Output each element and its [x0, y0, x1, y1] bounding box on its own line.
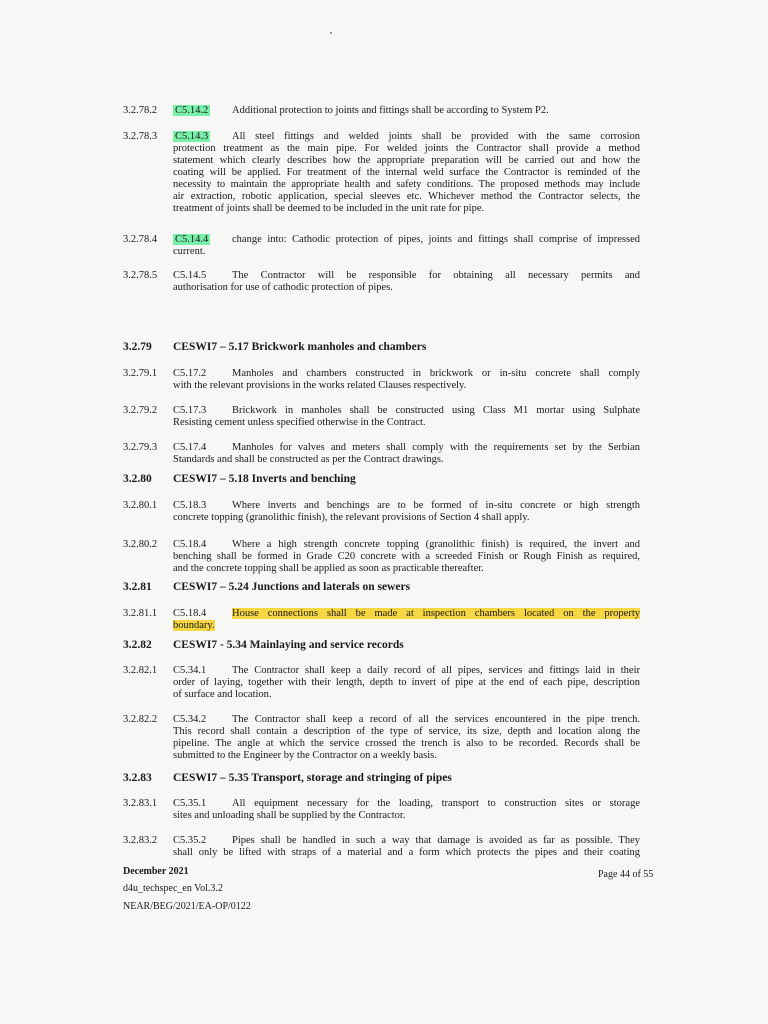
clause-text-line — [173, 131, 640, 143]
clause-text: Where a high strength concrete topping (granolithic finish) is required, the invert and — [232, 539, 640, 550]
clause-text: Additional protection to joints and fittings shall be according to System P2. — [232, 105, 549, 116]
clause-code: C5.14.3 — [175, 131, 209, 142]
clause-code: C5.14.4 — [175, 234, 209, 245]
clause-text-line — [173, 203, 640, 215]
clause-number: 3.2.81.1 — [123, 608, 158, 619]
clause-number: 3.2.78.5 — [123, 270, 158, 281]
clause-text-line — [173, 563, 640, 575]
clause-code: C5.17.2 — [173, 368, 207, 379]
highlighted-text: House connections shall be made at inspection chambers located on the property — [232, 608, 640, 619]
clause-text: Brickwork in manholes shall be constructed using Class M1 mortar using Sulphate — [232, 405, 640, 416]
section-number: 3.2.83 — [123, 772, 152, 784]
clause-text-line — [173, 155, 640, 167]
clause-text: Where inverts and benchings are to be formed of in-situ concrete or high strength — [232, 500, 640, 511]
clause-code: C5.34.2 — [173, 714, 207, 725]
clause-number: 3.2.79.3 — [123, 442, 158, 453]
clause-text-line — [173, 380, 640, 392]
clause-text-line — [173, 738, 640, 750]
clause-text: statement which clearly describes how the appropriate preparation will be carried out and how the — [173, 155, 640, 166]
clause-text: shall only be lifted with straps of a material and a form which protects the pipes and their coating — [173, 847, 640, 858]
clause-code: C5.17.4 — [173, 442, 207, 453]
clause-text-line — [173, 539, 640, 551]
section-number: 3.2.80 — [123, 473, 152, 485]
clause-number: 3.2.82.1 — [123, 665, 158, 676]
clause-text-line — [173, 798, 640, 810]
clause-number: 3.2.78.4 — [123, 234, 158, 245]
section-title: CESWI7 - 5.34 Mainlaying and service records — [173, 639, 404, 651]
section-number: 3.2.82 — [123, 639, 152, 651]
clause-text-line — [173, 405, 640, 417]
clause-code: C5.14.5 — [173, 270, 207, 281]
clause-text: Standards and shall be constructed as per the Contract drawings. — [173, 454, 444, 465]
footer-document-reference: d4u_techspec_en Vol.3.2 — [123, 883, 223, 894]
clause-number: 3.2.79.1 — [123, 368, 158, 379]
clause-text: The Contractor will be responsible for obtaining all necessary permits and — [232, 270, 640, 281]
clause-text-line — [173, 246, 640, 258]
clause-code: C5.18.3 — [173, 500, 207, 511]
clause-text: authorisation for use of cathodic protection of pipes. — [173, 282, 393, 293]
clause-text: air extraction, robotic application, special sleeves etc. Whichever method the Contractor selects, the — [173, 191, 640, 202]
section-number: 3.2.81 — [123, 581, 152, 593]
clause-code: C5.14.2 — [175, 105, 209, 116]
clause-number: 3.2.80.2 — [123, 539, 158, 550]
section-title: CESWI7 – 5.24 Junctions and laterals on sewers — [173, 581, 411, 593]
clause-text: submitted to the Engineer by the Contractor on a weekly basis. — [173, 750, 437, 761]
clause-code: C5.34.1 — [173, 665, 207, 676]
clause-text: necessity to maintain the appropriate health and safety conditions. The proposed methods may include — [173, 179, 640, 190]
clause-text-line — [173, 500, 640, 512]
clause-text: All steel fittings and welded joints shall be provided with the same corrosion — [232, 131, 640, 142]
clause-text: All equipment necessary for the loading, transport to construction sites or storage — [232, 798, 640, 809]
clause-text-line — [173, 442, 640, 454]
clause-text-line — [173, 551, 640, 563]
clause-number: 3.2.78.3 — [123, 131, 158, 142]
section-title: CESWI7 – 5.17 Brickwork manholes and chambers — [173, 341, 427, 353]
clause-text: sites and unloading shall be supplied by the Contractor. — [173, 810, 406, 821]
clause-text-line — [173, 726, 640, 738]
clause-text: Pipes shall be handled in such a way that damage is avoided as far as possible. They — [232, 835, 640, 846]
clause-code: C5.18.4 — [173, 539, 207, 550]
clause-code: C5.17.3 — [173, 405, 207, 416]
clause-text: This record shall contain a description of the type of service, its size, depth and location along the — [173, 726, 640, 737]
clause-code: C5.35.2 — [173, 835, 207, 846]
clause-text-line — [173, 179, 640, 191]
clause-text: benching shall be formed in Grade C20 concrete with a screeded Finish or Rough Finish as required, — [173, 551, 640, 562]
clause-text-line — [173, 810, 640, 822]
clause-text-line — [173, 512, 640, 524]
clause-text: Manholes and chambers constructed in brickwork or in-situ concrete shall comply — [232, 368, 640, 379]
clause-text: The Contractor shall keep a daily record of all pipes, services and fittings laid in their — [232, 665, 640, 676]
clause-text: change into: Cathodic protection of pipes, joints and fittings shall comprise of impressed — [232, 234, 640, 245]
section-number: 3.2.79 — [123, 341, 152, 353]
clause-text: pipeline. The angle at which the service crossed the trench is also to be recorded. Records shall be — [173, 738, 640, 749]
clause-number: 3.2.83.2 — [123, 835, 158, 846]
clause-code: C5.18.4 — [173, 608, 207, 619]
clause-text-line — [173, 689, 640, 701]
clause-text-line — [173, 608, 640, 620]
clause-text-line — [173, 167, 640, 179]
clause-text: protection treatment as the main pipe. For welded joints the Contractor shall provide a method — [173, 143, 640, 154]
clause-number: 3.2.80.1 — [123, 500, 158, 511]
footer-date: December 2021 — [123, 866, 189, 877]
footer-project-reference: NEAR/BEG/2021/EA-OP/0122 — [123, 901, 251, 912]
clause-text: Resisting cement unless specified otherwise in the Contract. — [173, 417, 426, 428]
clause-number: 3.2.83.1 — [123, 798, 158, 809]
clause-number: 3.2.82.2 — [123, 714, 158, 725]
section-title: CESWI7 – 5.18 Inverts and benching — [173, 473, 356, 485]
clause-text-line — [173, 454, 640, 466]
clause-text: concrete topping (granolithic finish), the relevant provisions of Section 4 shall apply. — [173, 512, 530, 523]
clause-text-line — [173, 234, 640, 246]
clause-code: C5.35.1 — [173, 798, 207, 809]
clause-text-line — [173, 105, 640, 117]
clause-text: The Contractor shall keep a record of all the services encountered in the pipe trench. — [232, 714, 640, 725]
clause-text: current. — [173, 246, 206, 257]
clause-text: Manholes for valves and meters shall comply with the requirements set by the Serbian — [232, 442, 640, 453]
clause-text: of surface and location. — [173, 689, 272, 700]
clause-text-line — [173, 750, 640, 762]
clause-text-line — [173, 417, 640, 429]
clause-text-line — [173, 714, 640, 726]
clause-text-line — [173, 368, 640, 380]
clause-text-line — [173, 677, 640, 689]
clause-text-line — [173, 620, 640, 632]
clause-text: order of laying, together with their length, depth to invert of pipe at the end of each pipe, description — [173, 677, 640, 688]
section-title: CESWI7 – 5.35 Transport, storage and stringing of pipes — [173, 772, 452, 784]
clause-text-line — [173, 847, 640, 859]
clause-text-line — [173, 835, 640, 847]
clause-text-line — [173, 282, 640, 294]
clause-number: 3.2.78.2 — [123, 105, 158, 116]
clause-text: coating will be applied. For treatment of the internal weld surface the Contractor is reminded of the — [173, 167, 640, 178]
footer-page-number: Page 44 of 55 — [598, 869, 654, 880]
clause-number: 3.2.79.2 — [123, 405, 158, 416]
clause-text-line — [173, 191, 640, 203]
clause-text-line — [173, 665, 640, 677]
clause-text: treatment of joints shall be deemed to be included in the unit rate for pipe. — [173, 203, 485, 214]
clause-text: and the concrete topping shall be applied as soon as practicable thereafter. — [173, 563, 484, 574]
scan-speck — [330, 32, 332, 34]
clause-text-line — [173, 143, 640, 155]
clause-text: with the relevant provisions in the works related Clauses respectively. — [173, 380, 467, 391]
highlighted-text: boundary. — [173, 620, 215, 631]
clause-text-line — [173, 270, 640, 282]
